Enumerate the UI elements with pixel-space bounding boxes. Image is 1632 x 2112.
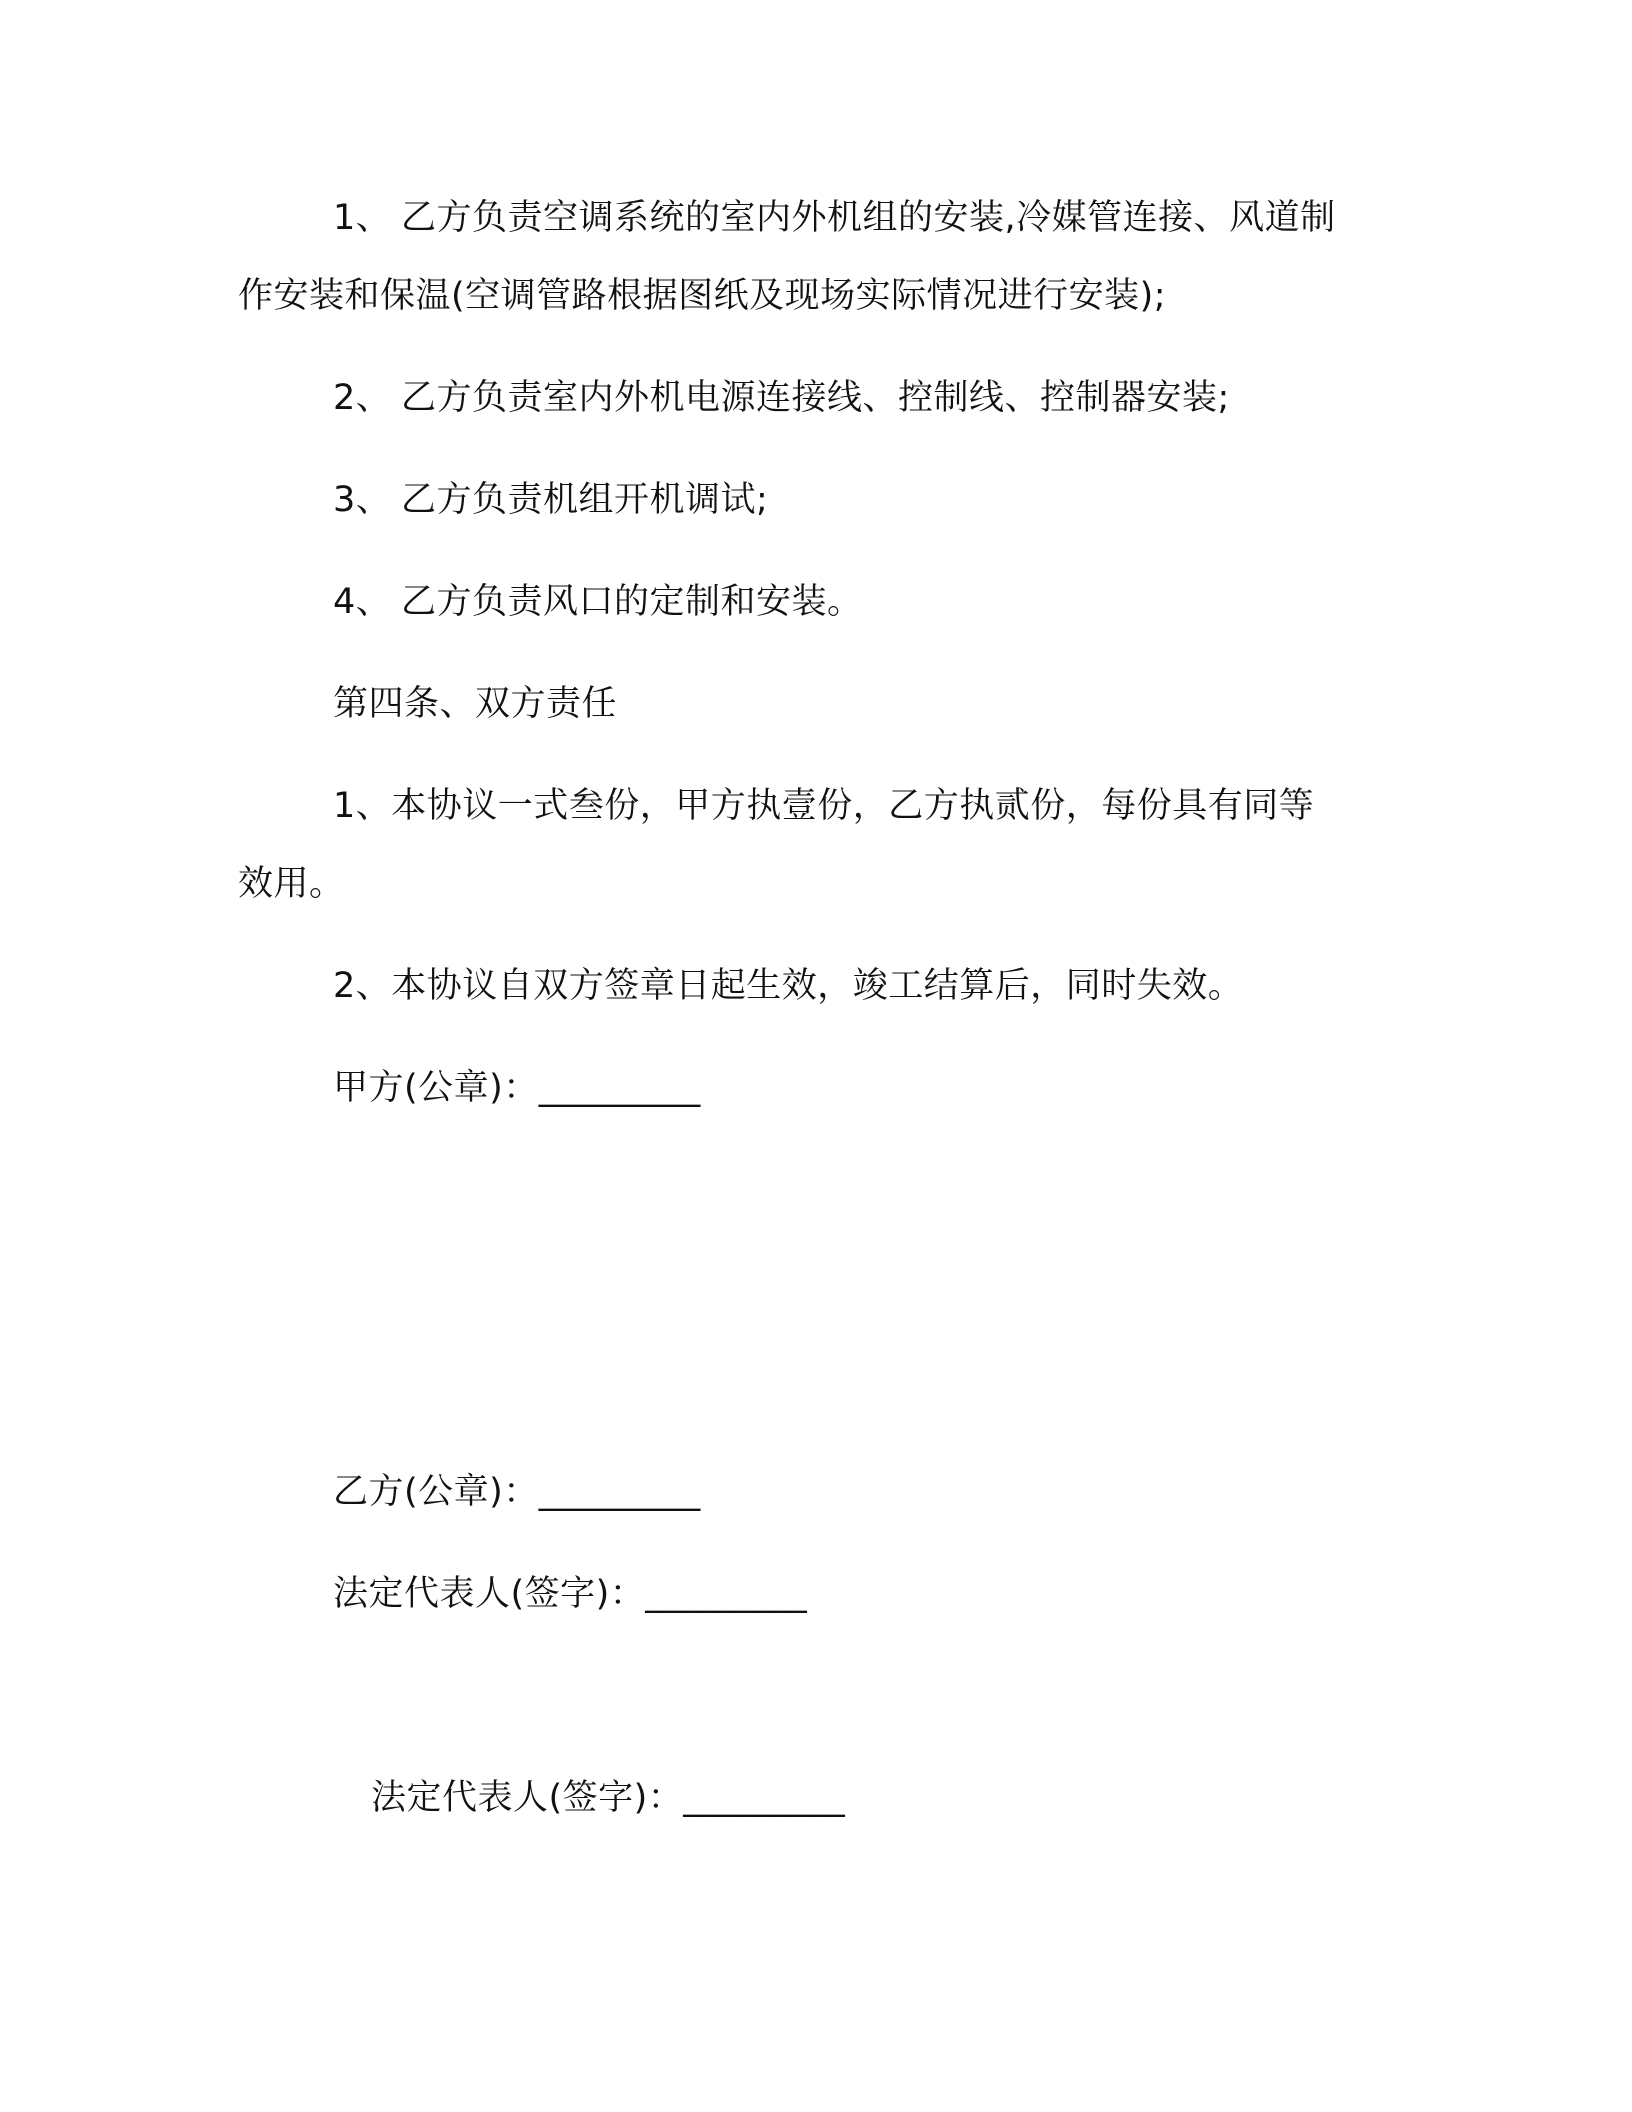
legal-rep-signature-2: 法定代表人(签字)：_________: [371, 1778, 846, 1818]
item-text: 乙方负责空调系统的室内外机组的安装,冷媒管连接、风道制: [401, 198, 1336, 238]
clause-1-line-2: 效用。: [238, 864, 345, 904]
item-2: [333, 374, 1230, 422]
party-a-seal: 甲方(公章)：_________: [333, 1068, 701, 1108]
section-title: 第四条、双方责任: [333, 684, 618, 724]
item-4: [333, 578, 863, 626]
item-number: 3、: [333, 480, 392, 520]
legal-rep-signature-1: 法定代表人(签字)：_________: [333, 1574, 808, 1614]
item-text: 乙方负责室内外机电源连接线、控制线、控制器安装;: [401, 378, 1230, 418]
clause-1-line-1: 1、本协议一式叁份，甲方执壹份，乙方执贰份，每份具有同等: [333, 786, 1315, 826]
clause-2: 2、本协议自双方签章日起生效，竣工结算后，同时失效。: [333, 966, 1244, 1006]
item-number: 4、: [333, 582, 392, 622]
item-number: 2、: [333, 378, 392, 418]
party-b-seal: 乙方(公章)：_________: [333, 1472, 701, 1512]
item-text: 乙方负责风口的定制和安装。: [401, 582, 863, 622]
item-3: [333, 476, 768, 524]
item-1-line-2: 作安装和保温(空调管路根据图纸及现场实际情况进行安装);: [238, 276, 1167, 316]
item-number: 1、: [333, 198, 392, 238]
item-1-line-1: [333, 194, 1336, 242]
item-text: 乙方负责机组开机调试;: [401, 480, 769, 520]
